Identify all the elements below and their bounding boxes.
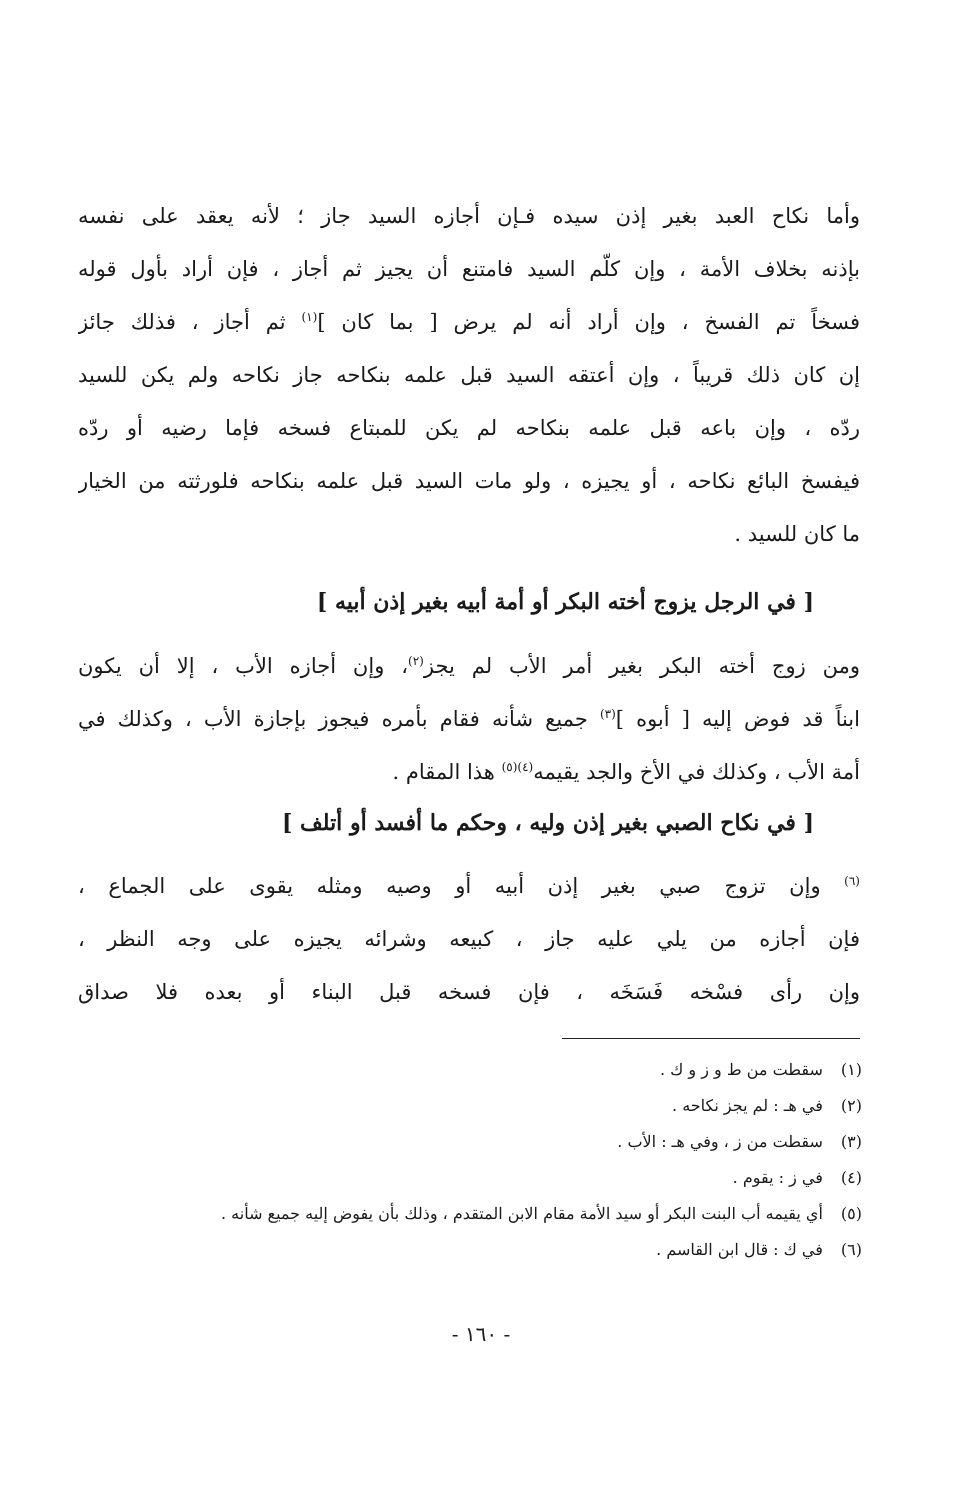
footnote-ref: (٤)(٥) [501,760,534,774]
footnote-number: (٣) [840,1132,862,1151]
paragraph-line: ردّه ، وإن باعه قبل علمه بنكاحه لم يكن للمبتاع فسخه فإما رضيه أو ردّه [78,416,860,440]
paragraph-boy-marriage [78,860,860,1019]
footnote [62,1160,862,1196]
paragraph-line [78,860,860,913]
footnote-number: (٦) [840,1240,862,1259]
line-text: وإن تزوج صبي بغير إذن أبيه أو وصيه ومثله يقوى على الجماع ، [78,874,821,898]
line-text: هذا المقام . [392,760,495,784]
footnote-ref: (٣) [599,707,616,721]
footnote [62,1196,862,1232]
paragraph-line [78,693,860,746]
paragraph-line: فيفسخ البائع نكاحه ، أو يجيزه ، ولو مات السيد قبل علمه بنكاحه فلورثته من الخيار [78,469,860,493]
footnote-ref: (٦) [844,874,860,888]
footnotes [62,1052,862,1268]
line-text: فسخاً تم الفسخ ، وإن أراد أنه لم يرض [ بما كان ] [317,310,860,334]
paragraph-sister-marriage [78,640,860,799]
footnote-text: سقطت من ط و ز و ك . [659,1060,823,1079]
footnote [62,1052,862,1088]
footnote [62,1088,862,1124]
line-text: أمة الأب ، وكذلك في الأخ والجد يقيمه [533,760,860,784]
footnote-ref: (١) [301,310,318,324]
paragraph-line: فإن أجازه من يلي عليه جاز ، كبيعه وشرائه يجيزه على وجه النظر ، [78,927,860,951]
footnote-text: في ك : قال ابن القاسم . [656,1240,823,1259]
line-text: ثم أجاز ، فذلك جائز [78,310,302,334]
paragraph-line: وإن رأى فسْخه فَسَخَه ، فإن فسخه قبل البناء أو بعده فلا صداق [78,980,860,1004]
footnote-separator [562,1038,860,1039]
section-heading: [ في الرجل يزوج أخته البكر أو أمة أبيه بغير إذن أبيه ] [316,589,814,615]
paragraph-line [78,640,860,693]
footnote-number: (٤) [840,1168,862,1187]
line-text: ، وإن أجازه الأب ، إلا أن يكون [78,654,409,678]
line-text: ابناً قد فوض إليه [ أبوه ] [615,707,860,731]
paragraph-line: بإذنه بخلاف الأمة ، وإن كلّم السيد فامتنع أن يجيز ثم أجاز ، فإن أراد بأول قوله [78,257,860,281]
footnote-text: أي يقيمه أب البنت البكر أو سيد الأمة مقام الابن المتقدم ، وذلك بأن يفوض إليه جميع شأنه . [220,1204,823,1223]
footnote-text: سقطت من ز ، وفي هـ : الأب . [617,1132,823,1151]
footnote-text: في هـ : لم يجز نكاحه . [672,1096,823,1115]
footnote-number: (٢) [840,1096,862,1115]
line-text: ومن زوج أخته البكر بغير أمر الأب لم يجز [423,654,860,678]
footnote-ref: (٢) [408,654,424,668]
page-number: - ١٦٠ - [451,1322,511,1346]
paragraph-line: ما كان للسيد . [734,522,860,546]
section-heading: [ في نكاح الصبي بغير إذن وليه ، وحكم ما أفسد أو أتلف ] [281,810,814,836]
footnote-number: (٥) [840,1204,862,1223]
paragraph-slave-marriage [78,190,860,561]
line-text [78,310,860,334]
footnote [62,1124,862,1160]
paragraph-line [78,746,860,799]
paragraph-line: وأما نكاح العبد بغير إذن سيده فـإن أجازه السيد جاز ؛ لأنه يعقد على نفسه [78,204,860,228]
footnote [62,1232,862,1268]
line-text: جميع شأنه فقام بأمره فيجوز بإجازة الأب ، وكذلك في [78,707,588,731]
footnote-text: في ز : يقوم . [732,1168,823,1187]
paragraph-line: إن كان ذلك قريباً ، وإن أعتقه السيد قبل علمه بنكاحه جاز نكاحه ولم يكن للسيد [78,363,860,387]
paragraph-line [78,296,860,349]
footnote-number: (١) [840,1060,862,1079]
